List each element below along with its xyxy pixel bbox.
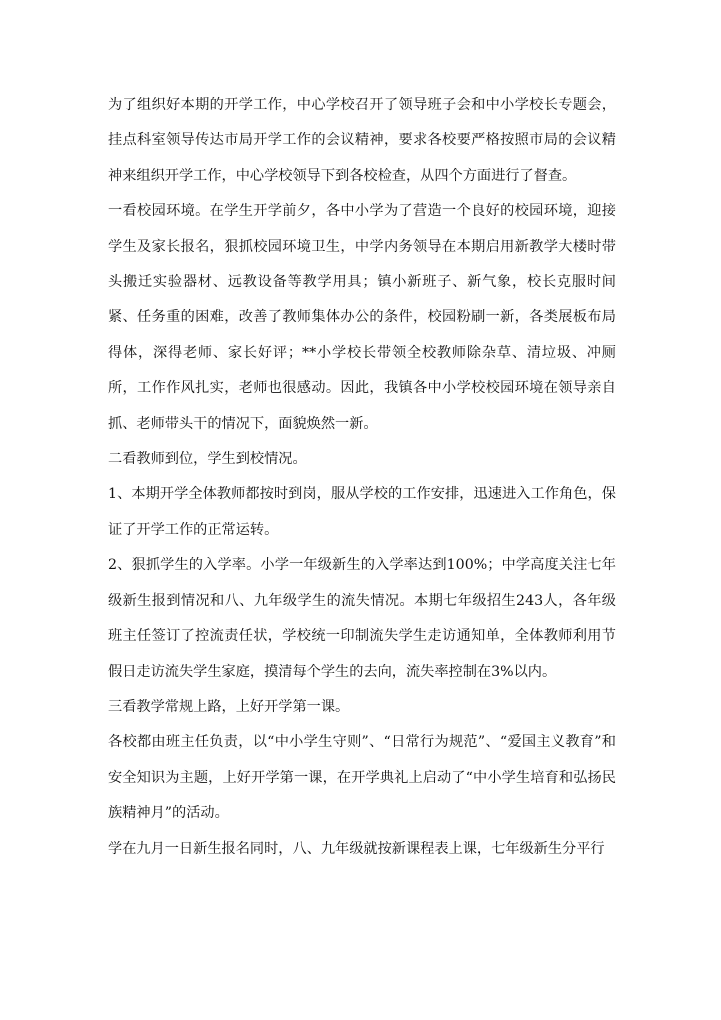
paragraph-first-lesson: 各校都由班主任负责，以“中小学生守则”、“日常行为规范”、“爱国主义教育”和安全知识为主题，上好开学第一课，在开学典礼上启动了“中小学生培育和弘扬民族精神月”的活动。 <box>108 734 616 822</box>
paragraph-heading-teaching-routine: 三看教学常规上路，上好开学第一课。 <box>108 698 350 715</box>
paragraph-teachers-on-duty: 1、本期开学全体教师都按时到岗，服从学校的工作安排，迅速进入工作角色，保证了开学工作的正常运转。 <box>108 486 616 538</box>
paragraph-heading-teachers-students: 二看教师到位，学生到校情况。 <box>108 451 307 468</box>
paragraph-campus-environment: 一看校园环境。在学生开学前夕，各中小学为了营造一个良好的校园环境，迎接学生及家长报名，狠抓校园环境卫生，中学内务领导在本期启用新教学大楼时带头搬迁实验器材、远教设备等教学用具；镇小新班子、新气象，校长克服时间紧、任务重的困难，改善了教师集体办公的条件，校园粉刷一新，各类展板布局得体，深得老师、家长好评；**小学校长带领全校教师除杂草、清垃圾、冲厕所，工作作风扎实，老师也很感动。因此，我镇各中小学校校园环境在领导亲自抓、老师带头干的情况下，面貌焕然一新。 <box>108 203 616 432</box>
paragraph-new-schedule: 学在九月一日新生报名同时，八、九年级就按新课程表上课，七年级新生分平行 <box>108 840 605 857</box>
paragraph-enrollment-rate: 2、狠抓学生的入学率。小学一年级新生的入学率达到100%；中学高度关注七年级新生报到情况和八、九年级学生的流失情况。本期七年级招生243人，各年级班主任签订了控流责任状，学校统一印制流失学生走访通知单，全体教师利用节假日走访流失学生家庭，摸清每个学生的去向，流失率控制在3%以内。 <box>108 557 616 680</box>
document-page <box>108 88 616 867</box>
paragraph-intro: 为了组织好本期的开学工作，中心学校召开了领导班子会和中小学校长专题会，挂点科室领导传达市局开学工作的会议精神，要求各校要严格按照市局的会议精神来组织开学工作，中心学校领导下到各校检查，从四个方面进行了督查。 <box>108 97 616 184</box>
